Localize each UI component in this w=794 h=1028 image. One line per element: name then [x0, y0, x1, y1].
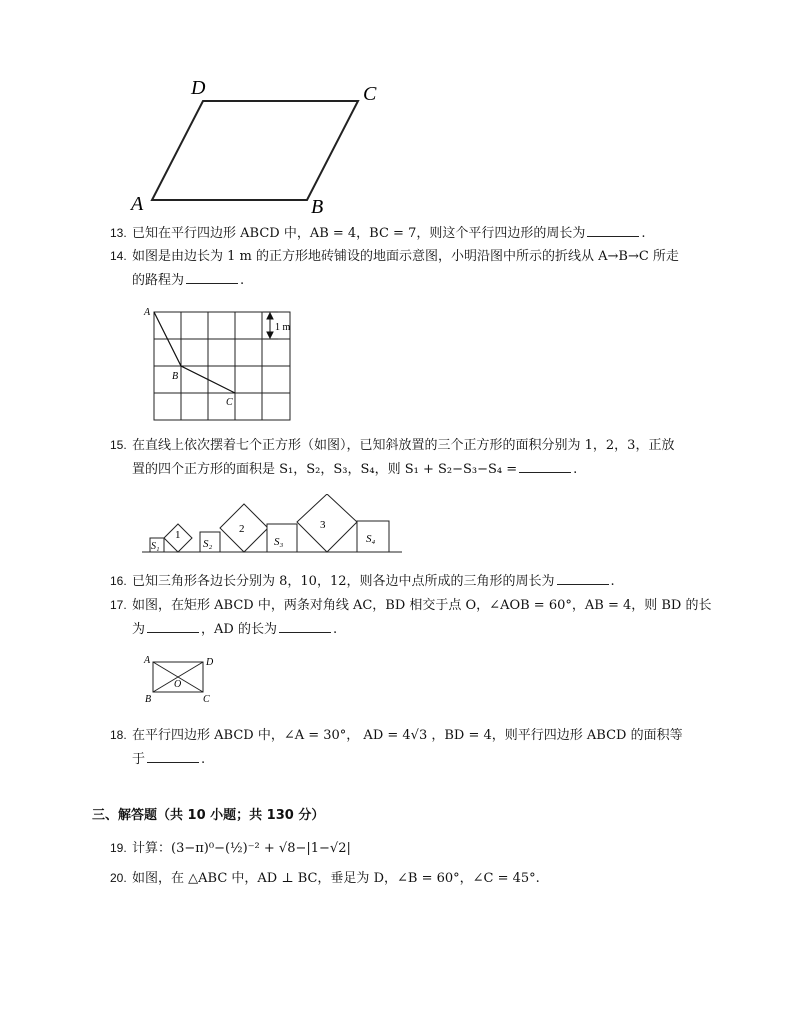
question-16 [110, 570, 615, 593]
seven-squares-figure [138, 494, 408, 558]
label-s1: S₁ [151, 541, 160, 552]
rect-b-label: B [145, 694, 152, 704]
question-text: 已知在平行四边形 ABCD 中，AB = 4，BC = 7，则这个平行四边形的周长为 [132, 226, 586, 241]
rect-d-label: D [206, 657, 214, 668]
rectangle-figure [140, 652, 230, 704]
question-text: 如图，在矩形 ABCD 中，两条对角线 AC，BD 相交于点 O，∠AOB = 60°，AB = 4，则 BD 的长 [132, 598, 712, 613]
label-s3: S₃ [274, 536, 284, 548]
rect-o-label: O [174, 679, 182, 690]
grid-point-c-label: C [226, 397, 233, 408]
answer-blank[interactable] [557, 570, 609, 585]
punctuation: . [332, 622, 338, 637]
answer-blank[interactable] [186, 269, 238, 284]
punctuation: . [240, 273, 245, 288]
answer-blank[interactable] [519, 458, 571, 473]
grid-point-b-label: B [172, 371, 179, 382]
question-text: 为 [132, 622, 146, 637]
question-20 [110, 867, 540, 890]
answer-blank[interactable] [147, 748, 199, 763]
question-number: 20. [110, 871, 127, 885]
vertex-c-label: C [363, 83, 377, 105]
label-3: 3 [320, 519, 326, 531]
label-s2: S₂ [203, 538, 213, 550]
question-19 [110, 837, 351, 860]
question-number: 15. [110, 438, 127, 452]
question-number: 17. [110, 598, 127, 612]
label-s4: S₄ [366, 533, 376, 545]
vertex-b-label: B [311, 196, 324, 218]
question-text: 计算：(3−π)⁰−(½)⁻² + √8−|1−√2| [132, 841, 351, 856]
punctuation: . [573, 462, 578, 477]
question-text: 的路程为 [132, 273, 185, 288]
rect-a-label: A [144, 655, 151, 666]
question-number: 13. [110, 226, 127, 240]
question-text: ，AD 的长为 [201, 622, 277, 637]
label-1: 1 [175, 529, 181, 541]
parallelogram-shape [152, 101, 358, 200]
label-2: 2 [239, 523, 245, 535]
question-number: 18. [110, 728, 127, 742]
section-heading: 三、解答题（共 10 小题；共 130 分） [92, 808, 325, 823]
vertex-d-label: D [191, 77, 206, 99]
question-text: 已知三角形各边长分别为 8，10，12，则各边中点所成的三角形的周长为 [132, 574, 555, 589]
question-14-line2 [132, 269, 244, 292]
question-17 [110, 594, 711, 617]
question-text: 在直线上依次摆着七个正方形（如图），已知斜放置的三个正方形的面积分别为 1，2，3，正放 [132, 438, 675, 453]
question-text: 在平行四边形 ABCD 中，∠A = 30°， AD = 4√3 ，BD = 4，则平行四边形 ABCD 的面积等 [132, 728, 683, 743]
question-text: 如图，在 △ABC 中，AD ⊥ BC，垂足为 D，∠B = 60°，∠C = 45°. [132, 871, 540, 886]
tile-grid-figure [140, 304, 310, 424]
grid-point-a-label: A [144, 307, 151, 318]
question-15-line2 [132, 458, 577, 481]
question-number: 14. [110, 249, 127, 263]
question-number: 16. [110, 574, 127, 588]
question-15 [110, 434, 674, 457]
question-text: 置的四个正方形的面积是 S₁，S₂，S₃，S₄，则 S₁ + S₂−S₃−S₄ = [132, 462, 518, 477]
punctuation: . [610, 574, 615, 589]
rect-c-label: C [203, 694, 210, 704]
question-13 [110, 222, 646, 245]
question-number: 19. [110, 841, 127, 855]
question-18-line2 [132, 748, 205, 771]
punctuation: . [641, 226, 646, 241]
vertex-a-label: A [131, 193, 144, 215]
punctuation: . [201, 752, 206, 767]
parallelogram-figure [125, 70, 395, 220]
question-18 [110, 724, 683, 747]
answer-blank-bd[interactable] [147, 618, 199, 633]
answer-blank[interactable] [587, 222, 639, 237]
tilted-square-3 [297, 494, 357, 552]
question-text: 于 [132, 752, 146, 767]
question-14 [110, 245, 679, 268]
question-17-line2 [132, 618, 337, 641]
question-text: 如图是由边长为 1 m 的正方形地砖铺设的地面示意图，小明沿图中所示的折线从 A→B→C 所走 [132, 249, 679, 264]
path-a-b-c [154, 312, 235, 393]
answer-blank-ad[interactable] [279, 618, 331, 633]
unit-label: 1 m [275, 322, 291, 333]
